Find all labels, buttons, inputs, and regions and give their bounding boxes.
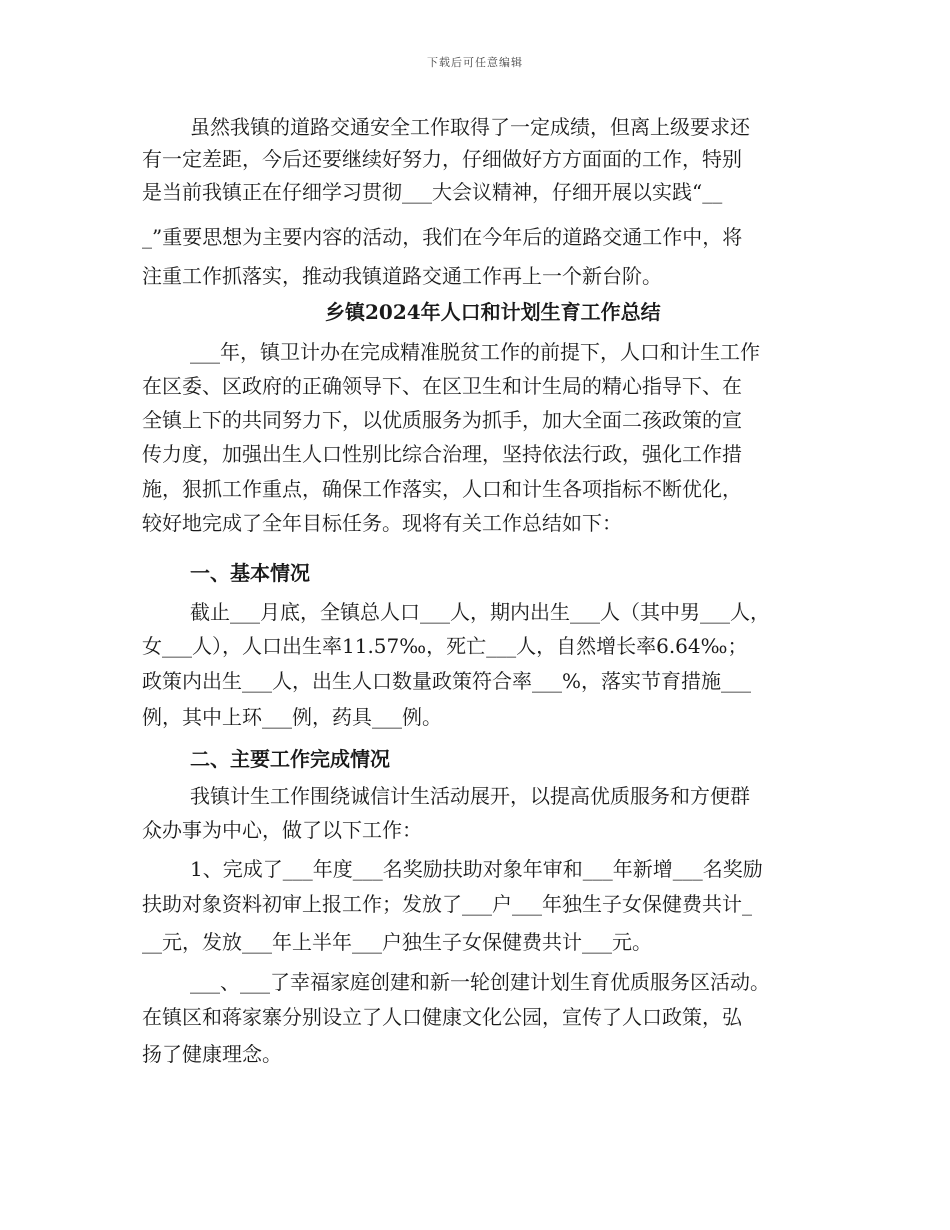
paragraph-line: _”重要思想为主要内容的活动，我们在今年后的道路交通工作中，将 xyxy=(142,225,743,249)
paragraph-line: __元，发放___年上半年___户独生子女保健费共计___元。 xyxy=(142,930,652,954)
paragraph-line: 传力度，加强出生人口性别比综合治理，坚持依法行政，强化工作措 xyxy=(142,442,742,466)
paragraph-line: 1、完成了___年度___名奖励扶助对象年审和___年新增___名奖励 xyxy=(190,857,763,881)
paragraph-line: ___年，镇卫计办在完成精准脱贫工作的前提下，人口和计生工作 xyxy=(190,340,760,364)
paragraph-line: 较好地完成了全年目标任务。现将有关工作总结如下： xyxy=(142,511,622,535)
section-heading-work: 二、主要工作完成情况 xyxy=(190,747,390,771)
paragraph-line: 众办事为中心，做了以下工作： xyxy=(142,818,422,842)
paragraph-line: 虽然我镇的道路交通安全工作取得了一定成绩，但离上级要求还 xyxy=(190,115,750,139)
paragraph-line: 女___人），人口出生率11.57‰，死亡___人，自然增长率6.64‰； xyxy=(142,634,748,658)
page-header: 下载后可任意编辑 xyxy=(427,56,523,69)
section-heading-basic: 一、基本情况 xyxy=(190,561,310,585)
paragraph-line: 扬了健康理念。 xyxy=(142,1042,282,1066)
paragraph-line: 注重工作抓落实，推动我镇道路交通工作再上一个新台阶。 xyxy=(142,264,662,288)
paragraph-line: 是当前我镇正在仔细学习贯彻___大会议精神，仔细开展以实践“__ xyxy=(142,180,723,204)
paragraph-line: ___、___了幸福家庭创建和新一轮创建计划生育优质服务区活动。 xyxy=(190,970,770,994)
paragraph-line: 截止___月底，全镇总人口___人，期内出生___人（其中男___人， xyxy=(190,600,770,624)
document-title: 乡镇2024年人口和计划生育工作总结 xyxy=(325,300,661,324)
paragraph-line: 在镇区和蒋家寨分别设立了人口健康文化公园，宣传了人口政策，弘 xyxy=(142,1005,742,1029)
paragraph-line: 施，狠抓工作重点，确保工作落实，人口和计生各项指标不断优化， xyxy=(142,477,742,501)
paragraph-line: 我镇计生工作围绕诚信计生活动展开，以提高优质服务和方便群 xyxy=(190,784,750,808)
paragraph-line: 全镇上下的共同努力下，以优质服务为抓手，加大全面二孩政策的宣 xyxy=(142,408,742,432)
paragraph-line: 扶助对象资料初审上报工作；发放了___户___年独生子女保健费共计_ xyxy=(142,892,752,916)
paragraph-line: 有一定差距，今后还要继续好努力，仔细做好方方面面的工作，特别 xyxy=(142,147,742,171)
paragraph-line: 例，其中上环___例，药具___例。 xyxy=(142,705,442,729)
paragraph-line: 在区委、区政府的正确领导下、在区卫生和计生局的精心指导下、在 xyxy=(142,374,742,398)
paragraph-line: 政策内出生___人，出生人口数量政策符合率___%，落实节育措施___ xyxy=(142,669,752,693)
